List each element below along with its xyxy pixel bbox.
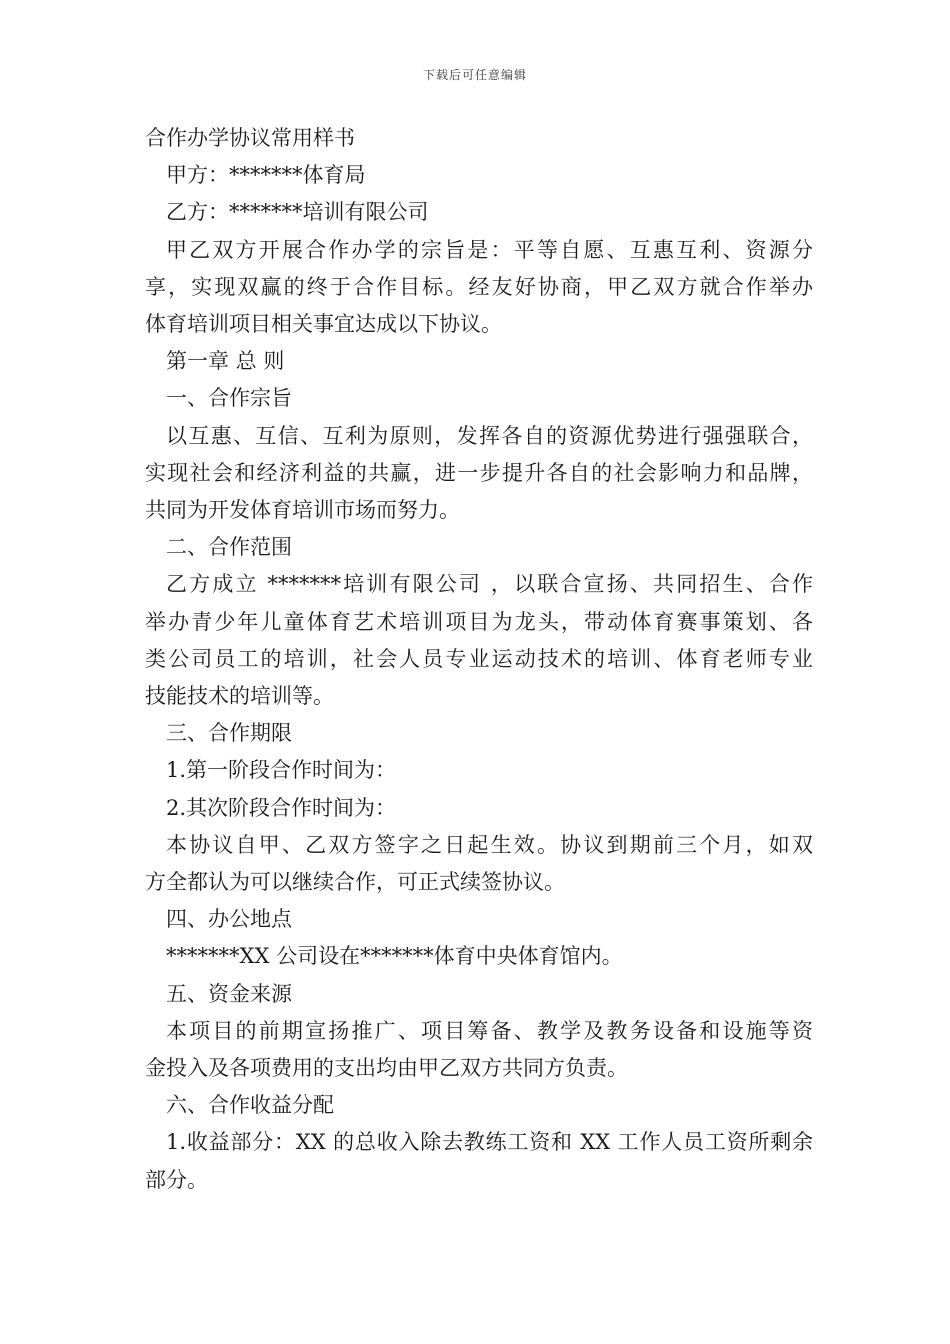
- party-b-line: 乙方：*******培训有限公司: [166, 200, 429, 225]
- chapter-heading: 第一章 总 则: [166, 349, 285, 374]
- paragraph-line: 方全都认为可以继续合作，可正式续签协议。: [145, 870, 565, 895]
- section-heading: 一、合作宗旨: [166, 386, 292, 411]
- page-header-note: 下载后可任意编辑: [422, 68, 527, 82]
- party-a-line: 甲方：*******体育局: [166, 163, 366, 188]
- paragraph-line: 举办青少年儿童体育艺术培训项目为龙头，带动体育赛事策划、各: [145, 609, 813, 634]
- list-item: 1.第一阶段合作时间为：: [166, 758, 397, 783]
- section-heading: 三、合作期限: [166, 721, 292, 746]
- paragraph-line: 技能技术的培训等。: [145, 684, 334, 709]
- section-heading: 五、资金来源: [166, 981, 292, 1006]
- intro-line: 享，实现双赢的终于合作目标。经友好协商，甲乙双方就合作举办: [145, 274, 813, 299]
- paragraph-line: 类公司员工的培训，社会人员专业运动技术的培训、体育老师专业: [145, 646, 813, 671]
- paragraph-line: 本协议自甲、乙双方签字之日起生效。协议到期前三个月，如双: [166, 832, 813, 857]
- paragraph-line: 以互惠、互信、互利为原则，发挥各自的资源优势进行强强联合，: [166, 423, 813, 448]
- section-heading: 四、办公地点: [166, 907, 292, 932]
- list-item: 2.其次阶段合作时间为：: [166, 795, 397, 820]
- intro-line: 体育培训项目相关事宜达成以下协议。: [145, 312, 502, 337]
- intro-line: 甲乙双方开展合作办学的宗旨是：平等自愿、互惠互利、资源分: [166, 237, 813, 262]
- document-title: 合作办学协议常用样书: [145, 126, 355, 150]
- paragraph-line: 乙方成立 *******培训有限公司 ，以联合宣扬、共同招生、合作: [166, 572, 813, 597]
- section-heading: 六、合作收益分配: [166, 1093, 334, 1118]
- paragraph-line: *******XX 公司设在*******体育中央体育馆内。: [166, 944, 623, 969]
- paragraph-line: 部分。: [145, 1167, 208, 1192]
- document-body: [145, 120, 813, 1199]
- paragraph-line: 金投入及各项费用的支出均由甲乙双方共同方负责。: [145, 1056, 628, 1081]
- paragraph-line: 共同为开发体育培训市场而努力。: [145, 498, 460, 523]
- paragraph-line: 1.收益部分：XX 的总收入除去教练工资和 XX 工作人员工资所剩余: [166, 1130, 813, 1155]
- paragraph-line: 本项目的前期宣扬推广、项目筹备、教学及教务设备和设施等资: [166, 1018, 813, 1043]
- section-heading: 二、合作范围: [166, 535, 292, 560]
- paragraph-line: 实现社会和经济利益的共赢，进一步提升各自的社会影响力和品牌，: [145, 460, 813, 485]
